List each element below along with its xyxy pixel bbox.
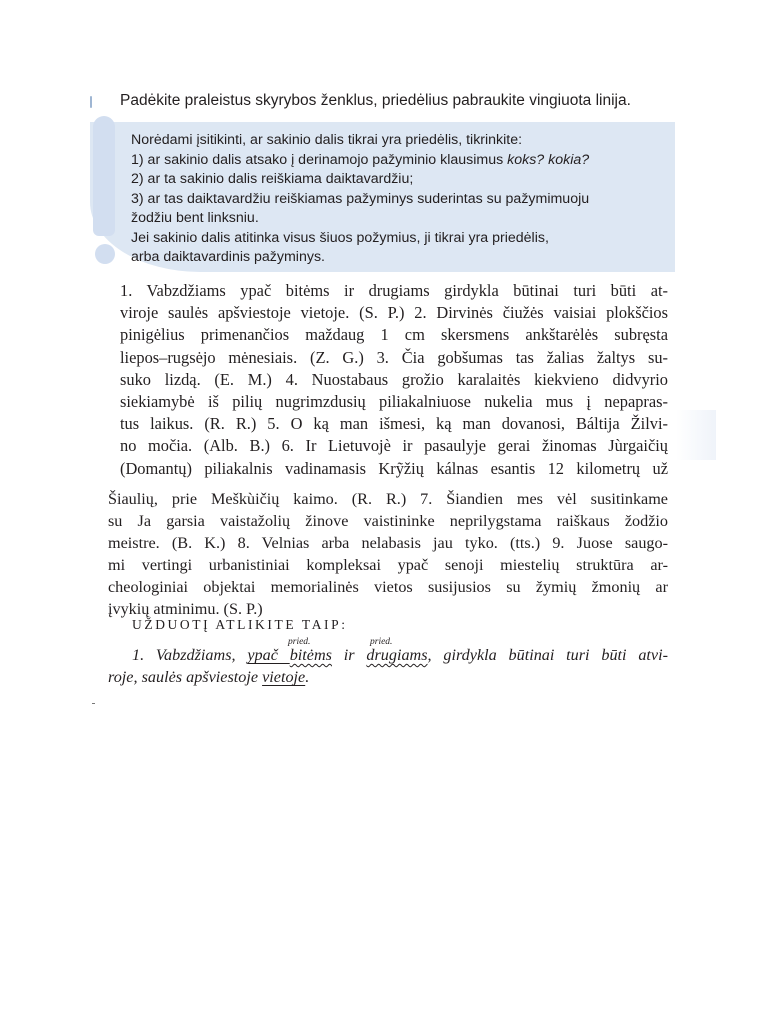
note-line: žodžiu bent linksniu.	[131, 210, 259, 226]
scan-shadow	[676, 410, 716, 460]
note-line: Jei sakinio dalis atitinka visus šiuos požymius, ji tikrai yra priedėlis,	[131, 229, 549, 246]
appositive-word: bitėms	[289, 646, 332, 664]
exercise-line: su Ja garsia vaistažolių žinove vaistininke neprilygstama raiškaus žodžio	[108, 512, 668, 530]
note-text	[131, 131, 671, 268]
appositive-annotation: pried.	[370, 637, 393, 647]
example-text	[108, 644, 668, 688]
exclamation-dot-icon	[95, 244, 115, 264]
exercise-line: įvykių atminimu. (S. P.)	[108, 600, 263, 618]
example-line: 1. Vabzdžiams, ypač bitėms ir drugiams, girdykla būtinai turi būti atvi-	[132, 646, 668, 664]
note-line: 2) ar ta sakinio dalis reiškiama daiktavardžiu;	[131, 171, 414, 187]
exercise-line: cheologiniai objektai memorialinės vietos susijusios su žymių žmonių ar	[108, 578, 668, 596]
exercise-line: no močia. (Alb. B.) 6. Ir Lietuvojè ir pasaulyje gerai žinomas Jùrgaičių	[120, 436, 668, 456]
underlined-word: vietoje	[262, 668, 306, 686]
underlined-word: ypač	[247, 646, 290, 664]
exercise-text-part1	[120, 280, 668, 480]
exercise-line: liepos–rugsėjo mėnesiais. (Z. G.) 3. Čia gobšumas tas žalias žaltys su-	[120, 347, 668, 367]
exercise-line: 1. Vabzdžiams ypač bitėms ir drugiams girdykla būtinai turi būti at-	[120, 281, 668, 300]
scan-artifact	[92, 703, 95, 704]
note-line: Norėdami įsitikinti, ar sakinio dalis tikrai yra priedėlis, tikrinkite:	[131, 132, 523, 148]
exercise-line: Šiaulių, prie Meškùičių kaimo. (R. R.) 7. Šiandien mes vėl susitinkame	[108, 490, 668, 508]
exercise-line: mi vertingi urbanistiniai kompleksai ypač senoji miestelių struktūra ar-	[108, 556, 668, 574]
margin-mark	[90, 96, 92, 108]
example-line: roje, saulės apšviestoje vietoje.	[108, 668, 310, 686]
note-question: koks? kokia?	[507, 151, 590, 168]
note-line: 3) ar tas daiktavardžiu reiškiamas pažyminys suderintas su pažymimuoju	[131, 190, 590, 207]
appositive-annotation: pried.	[288, 637, 311, 647]
exercise-line: tus laikus. (R. R.) 5. O ką man išmesi, ką man dovanosi, Báltija Žilvi-	[120, 414, 668, 434]
exercise-text-part2	[108, 488, 668, 620]
task-instruction: Padėkite praleistus skyrybos ženklus, priedėlius pabraukite vingiuota linija.	[120, 92, 631, 109]
exercise-line: viroje saulės apšviestoje vietoje. (S. P.) 2. Dirvinės čiužės vaisiai plokščios	[120, 303, 668, 323]
exercise-line: pinigėlius primenančios maždaug 1 cm skersmens ankštarėlės subręsta	[120, 325, 668, 345]
appositive-word: drugiams	[366, 646, 428, 664]
example-heading: UŽDUOTĮ ATLIKITE TAIP:	[132, 617, 348, 632]
exclamation-icon	[93, 116, 115, 236]
note-line: arba daiktavardinis pažyminys.	[131, 249, 325, 265]
exercise-line: (Domantų) piliakalnis vadinamasis Krỹžių kálnas esantis 12 kilometrų už	[120, 458, 668, 478]
exercise-line: meistre. (B. K.) 8. Velnias arba nelabasis jau tyko. (tts.) 9. Juose saugo-	[108, 534, 668, 552]
note-line: 1) ar sakinio dalis atsako į derinamojo pažyminio klausimus koks? kokia?	[131, 151, 590, 168]
exercise-line: siekiamybė iš pilių nugrimzdusių piliakalniuose nukelia mus į nepapras-	[120, 392, 668, 412]
exercise-line: suko lizdą. (E. M.) 4. Nuostabaus grožio karalaitės kiekvieno didvyrio	[120, 369, 668, 389]
